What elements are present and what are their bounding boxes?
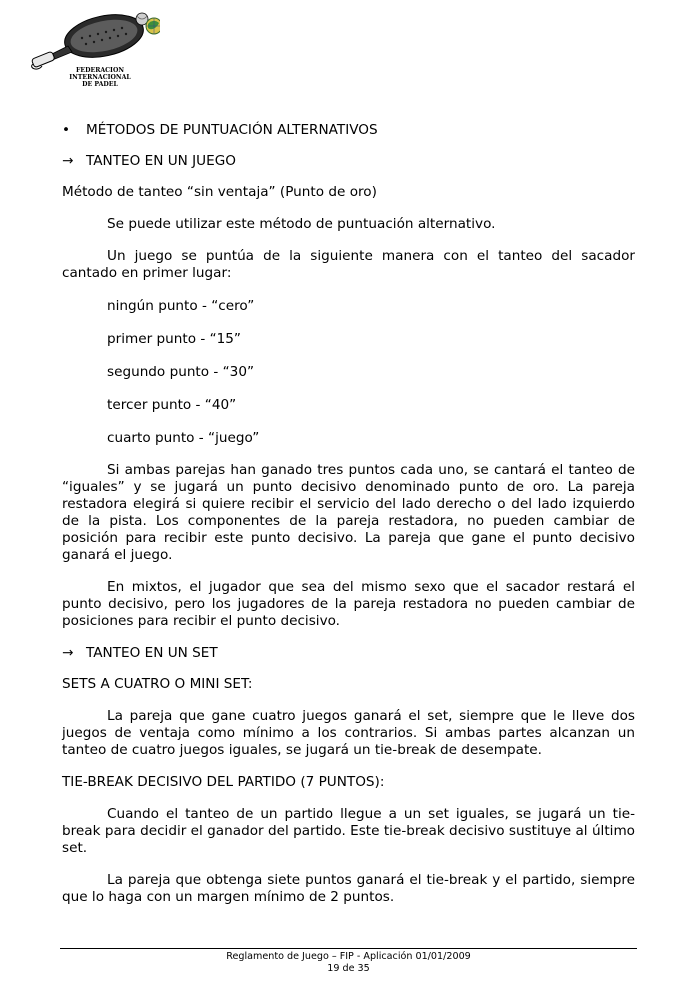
- section-title: [62, 122, 635, 139]
- logo-line-2: DE PADEL: [82, 81, 118, 88]
- score-item: cuarto punto - “juego”: [107, 430, 260, 446]
- footer-document-title: Reglamento de Juego – FIP - Aplicación 01/01/2009: [226, 951, 471, 962]
- paragraph-mixed: En mixtos, el jugador que sea del mismo sexo que el sacador restará el punto decisivo, pero los jugadores de la pareja restadora no pueden cambiar de posiciones para recibir el punto decisivo.: [62, 579, 635, 629]
- mini-set-title: SETS A CUATRO O MINI SET:: [62, 676, 253, 692]
- paragraph-golden-point: Si ambas parejas han ganado tres puntos cada uno, se cantará el tanteo de “iguales” y se jugará un punto decisivo denominado punto de oro. La pareja restadora elegirá si quiere recibir el servicio del lado derecho o del lado izquierdo de la pista. Los componentes de la pareja restadora, no pueden cambiar de posición para recibir este punto decisivo. La pareja que gane el punto decisivo ganará el juego.: [62, 462, 635, 563]
- game-heading-text: TANTEO EN UN JUEGO: [86, 153, 236, 169]
- score-item: tercer punto - “40”: [107, 397, 237, 413]
- paragraph-alternative: Se puede utilizar este método de puntuación alternativo.: [107, 216, 496, 232]
- score-item: segundo punto - “30”: [107, 364, 255, 380]
- game-heading: [62, 153, 635, 170]
- padel-racket-globe-icon: [30, 6, 160, 70]
- paragraph-tiebreak-2: La pareja que obtenga siete puntos ganará el tie-break y el partido, siempre que lo haga con un margen mínimo de 2 puntos.: [62, 872, 635, 905]
- set-heading: [62, 645, 635, 662]
- bullet-icon: •: [62, 122, 71, 138]
- logo-line-1: FEDERACION INTERNACIONAL: [69, 67, 131, 81]
- paragraph-tiebreak-1: Cuando el tanteo de un partido llegue a un set iguales, se jugará un tie-break para decidir el ganador del partido. Este tie-break decisivo sustituye al último set.: [62, 806, 635, 856]
- right-arrow-icon: →: [62, 645, 74, 661]
- paragraph-mini-set: La pareja que gane cuatro juegos ganará el set, siempre que le lleve dos juegos de ventaja como mínimo a los contrarios. Si ambas partes alcanzan un tanteo de cuatro juegos iguales, se jugará un tie-break de desempate.: [62, 708, 635, 758]
- score-item: ningún punto - “cero”: [107, 298, 255, 314]
- page-number: 19 de 35: [327, 963, 370, 974]
- document-body: [62, 122, 635, 906]
- method-title: Método de tanteo “sin ventaja” (Punto de oro): [62, 184, 377, 200]
- section-title-text: MÉTODOS DE PUNTUACIÓN ALTERNATIVOS: [86, 122, 378, 138]
- footer-divider: [60, 948, 637, 949]
- page-footer: [60, 951, 637, 975]
- right-arrow-icon: →: [62, 153, 74, 169]
- logo-caption: [50, 67, 150, 88]
- paragraph-scoring: Un juego se puntúa de la siguiente manera con el tanteo del sacador cantado en primer lugar:: [62, 248, 635, 281]
- score-item: primer punto - “15”: [107, 331, 241, 347]
- tiebreak-title: TIE-BREAK DECISIVO DEL PARTIDO (7 PUNTOS):: [62, 774, 385, 790]
- set-heading-text: TANTEO EN UN SET: [86, 645, 218, 661]
